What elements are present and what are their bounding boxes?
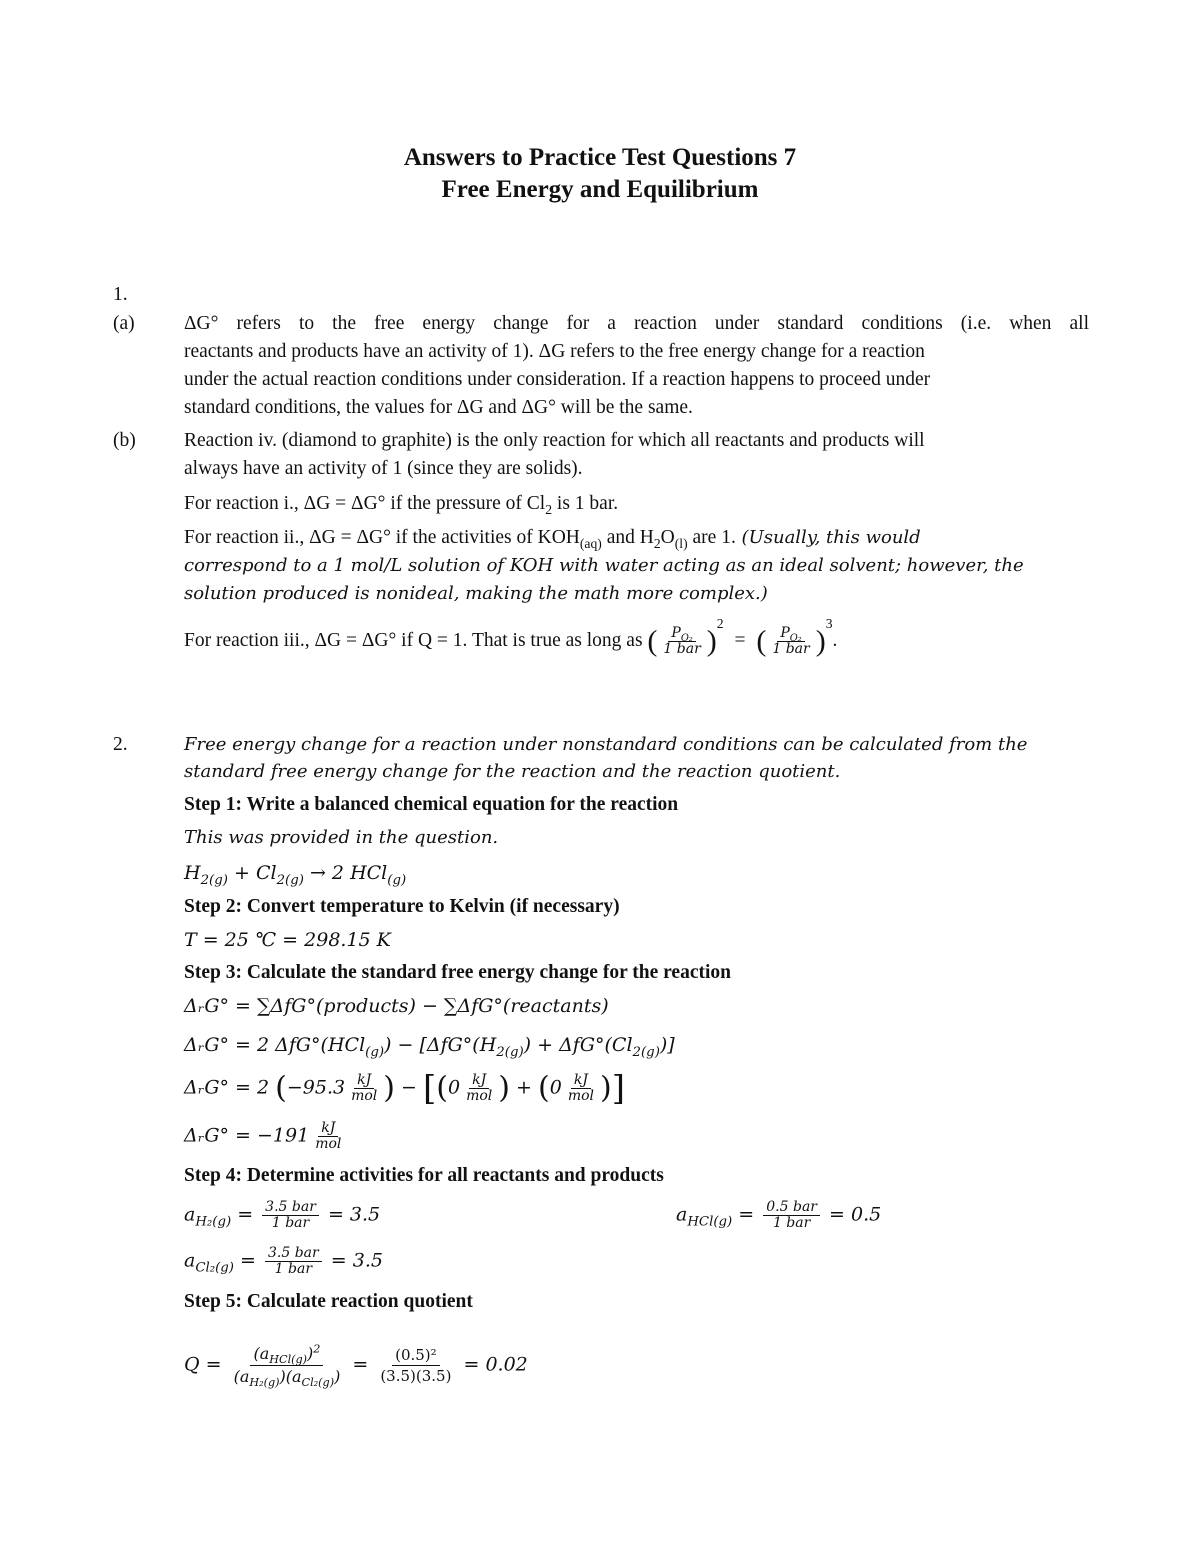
q1a-line-1: ΔG° refers to the free energy change for a reaction under standard conditions (i.e. when all bbox=[184, 313, 1089, 334]
activity-h2: $a_{H_2(g)}$ = $\frac{\text{3.5 bar}}{\text{1 bar}}$ = 3.5 bbox=[184, 1199, 381, 1231]
delta-g-substitution: ΔᵣG° = 2 Δ𝑓G°(HCl$_{(g)}$) − [$\Delta 𝑓G^\circ(H_{2(g)})$ + $\Delta 𝑓G^\circ(Cl_{2(g)})$] bbox=[184, 1034, 675, 1060]
activity-cl2: $a_{Cl_2(g)}$ = $\frac{\text{3.5 bar}}{\text{1 bar}}$ = 3.5 bbox=[184, 1245, 383, 1277]
q1b-line-1: Reaction iv. (diamond to graphite) is the only reaction for which all reactants and products will bbox=[184, 430, 925, 451]
quotient-numeric-fraction: $\frac{\text{(0.5)²}}{(3.5)(3.5)}$ bbox=[380, 1346, 452, 1385]
step-3-heading: Step 3: Calculate the standard free energy change for the reaction bbox=[184, 962, 731, 983]
step-5-heading: Step 5: Calculate reaction quotient bbox=[184, 1291, 473, 1312]
step-1-heading: Step 1: Write a balanced chemical equation for the reaction bbox=[184, 794, 679, 815]
step-1-note: This was provided in the question. bbox=[184, 827, 499, 848]
po2-fraction-1: $\frac{P_{O_2}}{\text{1 bar}}$ bbox=[663, 625, 701, 658]
q2-intro-line-1: Free energy change for a reaction under nonstandard conditions can be calculated from the bbox=[184, 734, 1028, 755]
activity-h2-fraction: $\frac{\text{3.5 bar}}{\text{1 bar}}$ bbox=[262, 1200, 319, 1231]
activity-hcl-fraction: $\frac{\text{0.5 bar}}{\text{1 bar}}$ bbox=[763, 1200, 820, 1231]
title-line-1: Answers to Practice Test Questions 7 bbox=[403, 144, 797, 171]
balanced-equation: $H_{2(g)} + Cl_{2(g)} \to 2$ HCl$_{(g)}$ bbox=[184, 862, 407, 888]
activity-cl2-fraction: $\frac{\text{3.5 bar}}{\text{1 bar}}$ bbox=[265, 1246, 322, 1277]
kj-per-mol-fraction-3: $\frac{kJ}{\text{mol}}$ bbox=[567, 1072, 595, 1104]
q1a-line-4: standard conditions, the values for ΔG and ΔG° will be the same. bbox=[184, 397, 693, 418]
q1a-line-2: reactants and products have an activity of 1). ΔG refers to the free energy change for a reaction bbox=[184, 341, 925, 362]
q1-number: 1. bbox=[113, 284, 128, 305]
q2-number: 2. bbox=[113, 734, 128, 755]
q1b-label: (b) bbox=[113, 430, 136, 451]
q1a-line-3: under the actual reaction conditions under consideration. If a reaction happens to proceed under bbox=[184, 369, 931, 390]
temperature-conversion: T = 25 ℃ = 298.15 K bbox=[184, 929, 391, 951]
reaction-quotient: Q = $\frac{(a_{HCl(g)})^2}{(a_{H_2(g)})(a_{Cl_2(g)})}$ = $\frac{\text{(0.5)²}}{(3.5)(3.5)}$ = 0.02 bbox=[184, 1342, 528, 1390]
delta-g-values: ΔᵣG° = 2 (−95.3 $\frac{kJ}{\text{mol}}$ ) − [(0 $\frac{kJ}{\text{mol}}$ ) + (0 $\frac{kJ}{\text{mol}}$ )] bbox=[184, 1068, 625, 1109]
kj-per-mol-fraction-4: $\frac{kJ}{\text{mol}}$ bbox=[315, 1120, 342, 1152]
q1b-reaction-iii: For reaction iii., ΔG = ΔG° if Q = 1. That is true as long as ( $\frac{P_{O_2}}{\text{1 bar}}$ )$^2$ = ( $\frac{P_{O_2}}{\text{1 bar}}$ )$^3$. bbox=[184, 616, 838, 658]
delta-g-formula: ΔᵣG° = ∑Δ𝑓G°(products) − ∑Δ𝑓G°(reactants) bbox=[184, 995, 609, 1017]
q2-intro-line-2: standard free energy change for the reaction and the reaction quotient. bbox=[184, 761, 841, 782]
kj-per-mol-fraction-2: $\frac{kJ}{\text{mol}}$ bbox=[466, 1072, 493, 1104]
q1b-reaction-ii: For reaction ii., ΔG = ΔG° if the activities of $KOH_{(aq)}$ and $H_2O_{(l)}$ are 1. (Usually, this would bbox=[184, 527, 921, 551]
q1b-reaction-i: For reaction i., ΔG = ΔG° if the pressure of $Cl_2$ is 1 bar. bbox=[184, 493, 619, 517]
q1b-line-2: always have an activity of 1 (since they are solids). bbox=[184, 458, 583, 479]
title-line-2: Free Energy and Equilibrium bbox=[441, 176, 759, 203]
step-2-heading: Step 2: Convert temperature to Kelvin (if necessary) bbox=[184, 896, 620, 917]
q1a-label: (a) bbox=[113, 313, 135, 334]
q1b-note-line-2: correspond to a 1 mol/L solution of KOH with water acting as an ideal solvent; however, the bbox=[184, 555, 1024, 576]
q1b-note-line-3: solution produced is nonideal, making the math more complex.) bbox=[184, 583, 768, 604]
quotient-activity-fraction: $\frac{(a_{HCl(g)})^2}{(a_{H_2(g)})(a_{Cl_2(g)})}$ bbox=[233, 1342, 341, 1390]
activity-hcl: $a_{HCl(g)}$ = $\frac{\text{0.5 bar}}{\text{1 bar}}$ = 0.5 bbox=[676, 1199, 882, 1231]
step-4-heading: Step 4: Determine activities for all reactants and products bbox=[184, 1165, 664, 1186]
kj-per-mol-fraction-1: $\frac{kJ}{\text{mol}}$ bbox=[351, 1072, 378, 1104]
delta-g-result: ΔᵣG° = −191 $\frac{kJ}{\text{mol}}$ bbox=[184, 1121, 347, 1152]
po2-fraction-2: $\frac{P_{O_2}}{\text{1 bar}}$ bbox=[772, 625, 810, 658]
